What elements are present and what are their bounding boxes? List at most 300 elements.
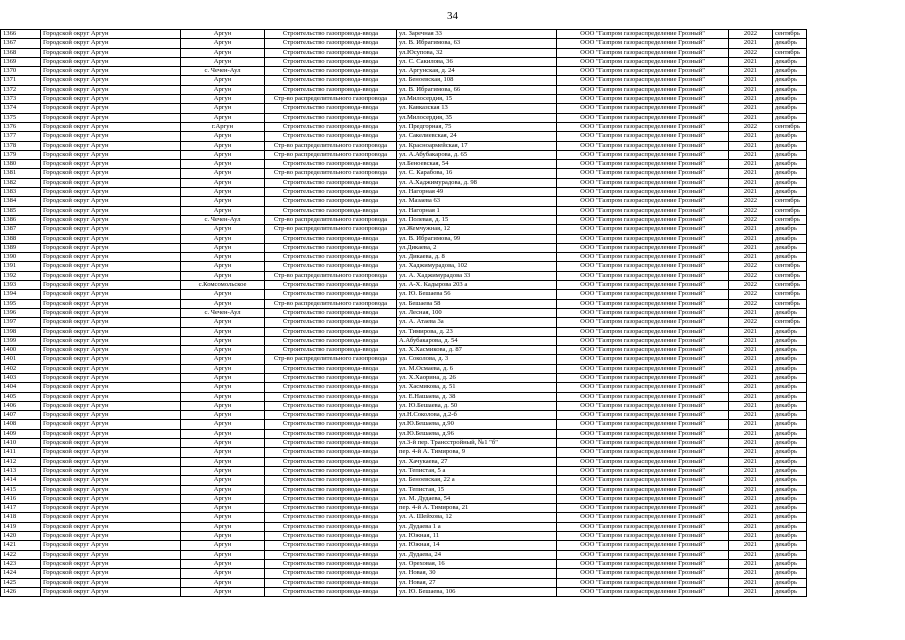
month-cell: декабрь [773,132,807,141]
table-row [1,448,807,457]
row-number-cell: 1368 [1,48,41,57]
row-number-cell: 1418 [1,513,41,522]
locality-cell: Аргун [181,569,265,578]
address-cell: ул. А. Атаева 3а [397,318,557,327]
locality-cell: Аргун [181,439,265,448]
row-number-cell: 1372 [1,85,41,94]
district-cell: Городской округ Аргун [41,494,181,503]
district-cell: Городской округ Аргун [41,355,181,364]
table-row [1,336,807,345]
locality-cell: Аргун [181,85,265,94]
table-row [1,150,807,159]
month-cell: декабрь [773,587,807,596]
locality-cell: Аргун [181,104,265,113]
locality-cell: Аргун [181,513,265,522]
district-cell: Городской округ Аргун [41,30,181,39]
district-cell: Городской округ Аргун [41,67,181,76]
row-number-cell: 1366 [1,30,41,39]
year-cell: 2021 [729,95,773,104]
year-cell: 2021 [729,578,773,587]
table-row [1,160,807,169]
table-row [1,178,807,187]
year-cell: 2021 [729,383,773,392]
year-cell: 2021 [729,104,773,113]
month-cell: декабрь [773,253,807,262]
address-cell: ул. Тепистая, 5 а [397,466,557,475]
table-row [1,373,807,382]
district-cell: Городской округ Аргун [41,420,181,429]
row-number-cell: 1423 [1,559,41,568]
month-cell: сентябрь [773,215,807,224]
work-type-cell: Строительство газопровода-ввода [265,290,397,299]
table-row [1,485,807,494]
organization-cell: ООО "Газпром газораспределение Грозный" [557,485,729,494]
month-cell: декабрь [773,57,807,66]
table-row [1,132,807,141]
district-cell: Городской округ Аргун [41,197,181,206]
organization-cell: ООО "Газпром газораспределение Грозный" [557,392,729,401]
work-type-cell: Строительство газопровода-ввода [265,522,397,531]
address-cell: ул. Ю.Бешаева, д. 50 [397,401,557,410]
table-row [1,57,807,66]
organization-cell: ООО "Газпром газораспределение Грозный" [557,113,729,122]
organization-cell: ООО "Газпром газораспределение Грозный" [557,30,729,39]
organization-cell: ООО "Газпром газораспределение Грозный" [557,578,729,587]
work-type-cell: Строительство газопровода-ввода [265,48,397,57]
locality-cell: Аргун [181,188,265,197]
row-number-cell: 1426 [1,587,41,596]
work-type-cell: Строительство газопровода-ввода [265,122,397,131]
locality-cell: Аргун [181,485,265,494]
district-cell: Городской округ Аргун [41,206,181,215]
address-cell: ул. Хасмикова, д. 51 [397,383,557,392]
table-row [1,169,807,178]
row-number-cell: 1410 [1,439,41,448]
locality-cell: Аргун [181,30,265,39]
district-cell: Городской округ Аргун [41,215,181,224]
row-number-cell: 1386 [1,215,41,224]
month-cell: декабрь [773,76,807,85]
organization-cell: ООО "Газпром газораспределение Грозный" [557,85,729,94]
organization-cell: ООО "Газпром газораспределение Грозный" [557,262,729,271]
locality-cell: Аргун [181,494,265,503]
table-row [1,271,807,280]
address-cell: ул. Беноевская, 108 [397,76,557,85]
table-row [1,281,807,290]
work-type-cell: Строительство газопровода-ввода [265,494,397,503]
organization-cell: ООО "Газпром газораспределение Грозный" [557,411,729,420]
row-number-cell: 1394 [1,290,41,299]
locality-cell: Аргун [181,550,265,559]
organization-cell: ООО "Газпром газораспределение Грозный" [557,587,729,596]
row-number-cell: 1376 [1,122,41,131]
month-cell: сентябрь [773,318,807,327]
work-type-cell: Строительство газопровода-ввода [265,262,397,271]
month-cell: декабрь [773,178,807,187]
address-cell: А.Абубакарова, д. 54 [397,336,557,345]
address-cell: ул. Кавказская 13 [397,104,557,113]
work-type-cell: Строительство газопровода-ввода [265,253,397,262]
locality-cell: с. Чечен-Аул [181,215,265,224]
month-cell: декабрь [773,411,807,420]
district-cell: Городской округ Аргун [41,550,181,559]
row-number-cell: 1389 [1,243,41,252]
work-type-cell: Строительство газопровода-ввода [265,420,397,429]
work-type-cell: Строительство газопровода-ввода [265,513,397,522]
address-cell: ул. Беноевская, 22 а [397,476,557,485]
row-number-cell: 1378 [1,141,41,150]
address-cell: ул. Заречная 33 [397,30,557,39]
district-cell: Городской округ Аргун [41,346,181,355]
month-cell: декабрь [773,392,807,401]
address-cell: ул. Новая, 27 [397,578,557,587]
row-number-cell: 1384 [1,197,41,206]
district-cell: Городской округ Аргун [41,364,181,373]
district-cell: Городской округ Аргун [41,281,181,290]
organization-cell: ООО "Газпром газораспределение Грозный" [557,281,729,290]
organization-cell: ООО "Газпром газораспределение Грозный" [557,429,729,438]
address-cell: ул. А-Х. Кадырова 203 а [397,281,557,290]
month-cell: декабрь [773,169,807,178]
work-type-cell: Стр-во распределительного газопровода [265,150,397,159]
month-cell: декабрь [773,234,807,243]
work-type-cell: Строительство газопровода-ввода [265,318,397,327]
organization-cell: ООО "Газпром газораспределение Грозный" [557,188,729,197]
address-cell: ул. Ю. Бешаева 56 [397,290,557,299]
organization-cell: ООО "Газпром газораспределение Грозный" [557,132,729,141]
organization-cell: ООО "Газпром газораспределение Грозный" [557,559,729,568]
row-number-cell: 1414 [1,476,41,485]
row-number-cell: 1399 [1,336,41,345]
locality-cell: Аргун [181,39,265,48]
district-cell: Городской округ Аргун [41,48,181,57]
work-type-cell: Строительство газопровода-ввода [265,113,397,122]
address-cell: ул. М. Дудаева, 54 [397,494,557,503]
year-cell: 2021 [729,308,773,317]
locality-cell: Аргун [181,225,265,234]
year-cell: 2021 [729,485,773,494]
month-cell: декабрь [773,188,807,197]
work-type-cell: Строительство газопровода-ввода [265,587,397,596]
table-row [1,559,807,568]
row-number-cell: 1411 [1,448,41,457]
month-cell: декабрь [773,559,807,568]
locality-cell: Аргун [181,262,265,271]
table-row [1,308,807,317]
organization-cell: ООО "Газпром газораспределение Грозный" [557,457,729,466]
organization-cell: ООО "Газпром газораспределение Грозный" [557,234,729,243]
address-cell: ул. А. Хаджимурадова 33 [397,271,557,280]
organization-cell: ООО "Газпром газораспределение Грозный" [557,373,729,382]
year-cell: 2021 [729,420,773,429]
locality-cell: Аргун [181,522,265,531]
year-cell: 2021 [729,541,773,550]
organization-cell: ООО "Газпром газораспределение Грозный" [557,57,729,66]
row-number-cell: 1391 [1,262,41,271]
work-type-cell: Строительство газопровода-ввода [265,532,397,541]
district-cell: Городской округ Аргун [41,271,181,280]
month-cell: декабрь [773,578,807,587]
locality-cell: Аргун [181,327,265,336]
address-cell: ул. Полевая, д. 15 [397,215,557,224]
district-cell: Городской округ Аргун [41,541,181,550]
year-cell: 2021 [729,466,773,475]
locality-cell: Аргун [181,141,265,150]
locality-cell: Аргун [181,364,265,373]
address-cell: ул. Нагорная 49 [397,188,557,197]
locality-cell: Аргун [181,532,265,541]
month-cell: сентябрь [773,271,807,280]
locality-cell: Аргун [181,578,265,587]
work-type-cell: Строительство газопровода-ввода [265,67,397,76]
district-cell: Городской округ Аргун [41,234,181,243]
organization-cell: ООО "Газпром газораспределение Грозный" [557,122,729,131]
year-cell: 2021 [729,178,773,187]
month-cell: декабрь [773,494,807,503]
row-number-cell: 1415 [1,485,41,494]
table-row [1,494,807,503]
year-cell: 2021 [729,448,773,457]
table-row [1,95,807,104]
year-cell: 2021 [729,439,773,448]
district-cell: Городской округ Аргун [41,308,181,317]
month-cell: декабрь [773,141,807,150]
organization-cell: ООО "Газпром газораспределение Грозный" [557,448,729,457]
year-cell: 2021 [729,188,773,197]
work-type-cell: Строительство газопровода-ввода [265,541,397,550]
district-cell: Городской округ Аргун [41,411,181,420]
table-row [1,587,807,596]
row-number-cell: 1369 [1,57,41,66]
work-type-cell: Строительство газопровода-ввода [265,476,397,485]
year-cell: 2021 [729,364,773,373]
work-type-cell: Строительство газопровода-ввода [265,373,397,382]
organization-cell: ООО "Газпром газораспределение Грозный" [557,95,729,104]
month-cell: декабрь [773,513,807,522]
month-cell: декабрь [773,401,807,410]
work-type-cell: Строительство газопровода-ввода [265,401,397,410]
year-cell: 2022 [729,318,773,327]
year-cell: 2021 [729,132,773,141]
district-cell: Городской округ Аргун [41,448,181,457]
year-cell: 2021 [729,57,773,66]
address-cell: пер. 4-й А. Тимирова, 9 [397,448,557,457]
table-row [1,234,807,243]
year-cell: 2021 [729,346,773,355]
organization-cell: ООО "Газпром газораспределение Грозный" [557,67,729,76]
month-cell: декабрь [773,150,807,159]
organization-cell: ООО "Газпром газораспределение Грозный" [557,327,729,336]
address-cell: ул. Мазаева 63 [397,197,557,206]
row-number-cell: 1371 [1,76,41,85]
table-row [1,411,807,420]
row-number-cell: 1412 [1,457,41,466]
month-cell: декабрь [773,225,807,234]
district-cell: Городской округ Аргун [41,113,181,122]
month-cell: декабрь [773,39,807,48]
locality-cell: Аргун [181,57,265,66]
table-body [1,30,807,597]
work-type-cell: Стр-во распределительного газопровода [265,225,397,234]
district-cell: Городской округ Аргун [41,243,181,252]
locality-cell: г.Аргун [181,122,265,131]
month-cell: декабрь [773,85,807,94]
month-cell: декабрь [773,104,807,113]
organization-cell: ООО "Газпром газораспределение Грозный" [557,253,729,262]
year-cell: 2021 [729,336,773,345]
organization-cell: ООО "Газпром газораспределение Грозный" [557,541,729,550]
address-cell: ул. Предгорная, 75 [397,122,557,131]
row-number-cell: 1392 [1,271,41,280]
district-cell: Городской округ Аргун [41,513,181,522]
address-cell: ул.Ю.Бешаева, д.90 [397,420,557,429]
work-type-cell: Строительство газопровода-ввода [265,336,397,345]
table-row [1,439,807,448]
locality-cell: Аргун [181,150,265,159]
table-row [1,67,807,76]
table-row [1,364,807,373]
year-cell: 2022 [729,122,773,131]
month-cell: декабрь [773,383,807,392]
address-cell: ул. Аргунская, д. 24 [397,67,557,76]
district-cell: Городской округ Аргун [41,76,181,85]
month-cell: декабрь [773,466,807,475]
row-number-cell: 1379 [1,150,41,159]
address-cell: ул. А. Шейхова, 12 [397,513,557,522]
address-cell: ул.Милосердия, 35 [397,113,557,122]
work-type-cell: Строительство газопровода-ввода [265,206,397,215]
table-row [1,85,807,94]
district-cell: Городской округ Аргун [41,122,181,131]
locality-cell: с. Чечен-Аул [181,67,265,76]
month-cell: декабрь [773,364,807,373]
month-cell: декабрь [773,420,807,429]
organization-cell: ООО "Газпром газораспределение Грозный" [557,439,729,448]
year-cell: 2022 [729,271,773,280]
row-number-cell: 1381 [1,169,41,178]
year-cell: 2021 [729,429,773,438]
year-cell: 2022 [729,299,773,308]
row-number-cell: 1400 [1,346,41,355]
district-cell: Городской округ Аргун [41,178,181,187]
year-cell: 2021 [729,234,773,243]
month-cell: сентябрь [773,299,807,308]
month-cell: декабрь [773,346,807,355]
organization-cell: ООО "Газпром газораспределение Грозный" [557,318,729,327]
month-cell: декабрь [773,160,807,169]
work-type-cell: Строительство газопровода-ввода [265,197,397,206]
district-cell: Городской округ Аргун [41,532,181,541]
table-row [1,401,807,410]
work-type-cell: Строительство газопровода-ввода [265,569,397,578]
work-type-cell: Строительство газопровода-ввода [265,188,397,197]
year-cell: 2021 [729,141,773,150]
organization-cell: ООО "Газпром газораспределение Грозный" [557,346,729,355]
organization-cell: ООО "Газпром газораспределение Грозный" [557,299,729,308]
year-cell: 2021 [729,587,773,596]
organization-cell: ООО "Газпром газораспределение Грозный" [557,215,729,224]
organization-cell: ООО "Газпром газораспределение Грозный" [557,169,729,178]
locality-cell: Аргун [181,197,265,206]
month-cell: декабрь [773,67,807,76]
month-cell: сентябрь [773,197,807,206]
organization-cell: ООО "Газпром газораспределение Грозный" [557,494,729,503]
address-cell: ул. Южная, 14 [397,541,557,550]
month-cell: декабрь [773,504,807,513]
work-type-cell: Строительство газопровода-ввода [265,57,397,66]
district-cell: Городской округ Аргун [41,253,181,262]
district-cell: Городской округ Аргун [41,327,181,336]
year-cell: 2021 [729,113,773,122]
work-type-cell: Строительство газопровода-ввода [265,327,397,336]
district-cell: Городской округ Аргун [41,132,181,141]
district-cell: Городской округ Аргун [41,439,181,448]
district-cell: Городской округ Аргун [41,290,181,299]
table-row [1,122,807,131]
table-row [1,299,807,308]
locality-cell: Аргун [181,299,265,308]
table-row [1,104,807,113]
locality-cell: Аргун [181,318,265,327]
address-cell: ул. Х.Хасмикова, д. 87 [397,346,557,355]
year-cell: 2022 [729,262,773,271]
district-cell: Городской округ Аргун [41,587,181,596]
address-cell: ул. С. Карабова, 16 [397,169,557,178]
year-cell: 2021 [729,39,773,48]
table-row [1,513,807,522]
address-cell: ул. Красноармейская, 17 [397,141,557,150]
district-cell: Городской округ Аргун [41,466,181,475]
locality-cell: Аргун [181,271,265,280]
row-number-cell: 1401 [1,355,41,364]
month-cell: декабрь [773,522,807,531]
district-cell: Городской округ Аргун [41,85,181,94]
table-row [1,541,807,550]
work-type-cell: Строительство газопровода-ввода [265,392,397,401]
table-row [1,327,807,336]
row-number-cell: 1397 [1,318,41,327]
address-cell: ул. Е.Нашаева, д. 38 [397,392,557,401]
row-number-cell: 1402 [1,364,41,373]
organization-cell: ООО "Газпром газораспределение Грозный" [557,178,729,187]
year-cell: 2022 [729,206,773,215]
organization-cell: ООО "Газпром газораспределение Грозный" [557,150,729,159]
address-cell: ул. С. Сакилова, 36 [397,57,557,66]
row-number-cell: 1382 [1,178,41,187]
month-cell: декабрь [773,113,807,122]
locality-cell: Аргун [181,383,265,392]
work-type-cell: Строительство газопровода-ввода [265,178,397,187]
page-number: 34 [447,10,458,22]
address-cell: ул. В. Ибрагимова, 63 [397,39,557,48]
row-number-cell: 1383 [1,188,41,197]
district-cell: Городской округ Аргун [41,188,181,197]
month-cell: декабрь [773,485,807,494]
table-row [1,392,807,401]
month-cell: декабрь [773,327,807,336]
row-number-cell: 1409 [1,429,41,438]
district-cell: Городской округ Аргун [41,429,181,438]
table-row [1,420,807,429]
address-cell: ул.Милосердия, 15 [397,95,557,104]
year-cell: 2021 [729,476,773,485]
month-cell: декабрь [773,532,807,541]
organization-cell: ООО "Газпром газораспределение Грозный" [557,504,729,513]
organization-cell: ООО "Газпром газораспределение Грозный" [557,401,729,410]
year-cell: 2021 [729,504,773,513]
row-number-cell: 1377 [1,132,41,141]
table-row [1,113,807,122]
